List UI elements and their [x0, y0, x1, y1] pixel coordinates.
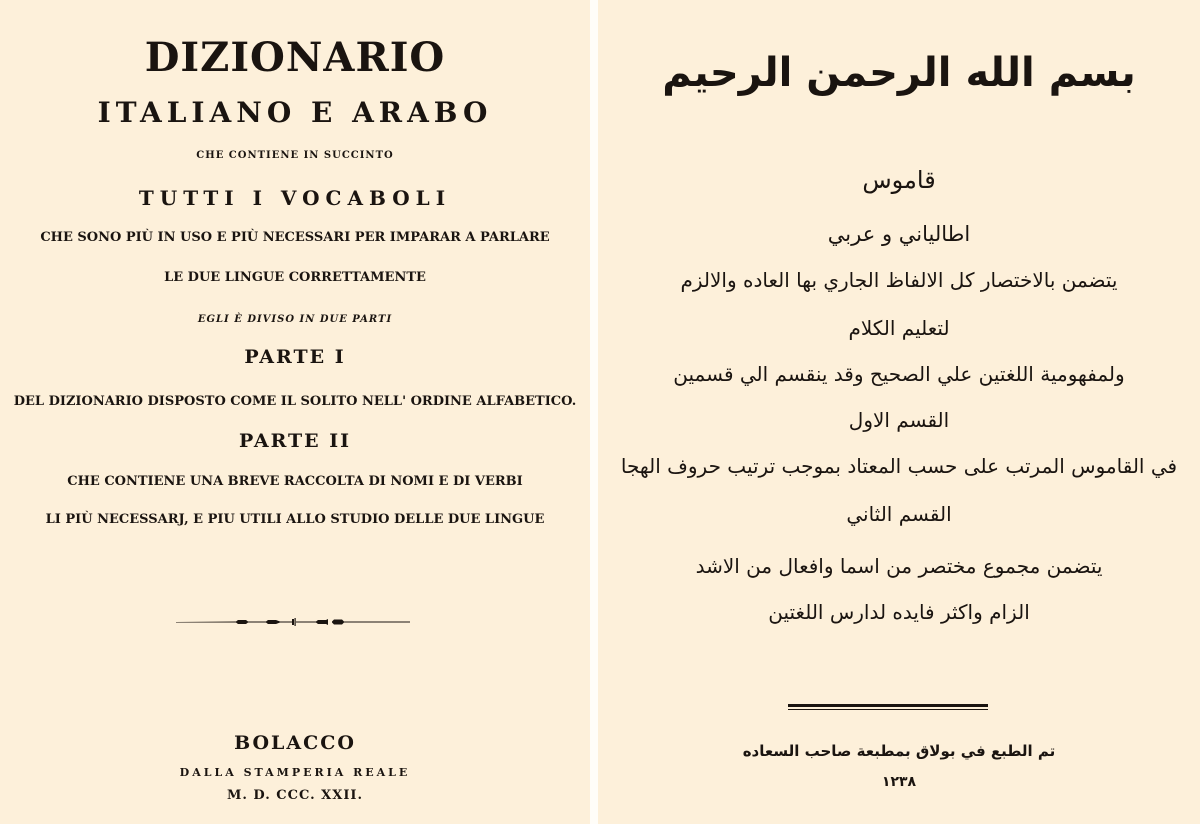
arabic-description-line-2: لتعليم الكلام: [848, 316, 950, 340]
imprint-place: BOLACCO: [234, 732, 356, 754]
arabic-part-2-description-line-1: يتضمن مجموع مختصر من اسما وافعال من الاشد: [695, 554, 1103, 578]
arabic-description-line-1: يتضمن بالاختصار كل الالفاظ الجاري بها العاده والالزم: [680, 268, 1118, 292]
arabic-imprint-year: ١٢٣٨: [881, 774, 917, 790]
arabic-title-qamus: قاموس: [862, 166, 936, 194]
part-2-heading: PARTE II: [238, 430, 352, 452]
imprint-year: M. D. CCC. XXII.: [226, 788, 364, 803]
arabic-imprint: تم الطبع في بولاق بمطبعة صاحب السعاده: [742, 742, 1056, 760]
subtitle-small: CHE CONTIENE IN SUCCINTO: [196, 150, 394, 161]
arabic-title-languages: اطالياني و عربي: [827, 222, 971, 246]
ornamental-rule-icon: [176, 617, 410, 627]
part-2-description-line-2: LI PIÙ NECESSARJ, E PIU UTILI ALLO STUDIO DELLE DUE LINGUE: [45, 512, 545, 527]
division-note: EGLI È DIVISO IN DUE PARTI: [197, 314, 393, 325]
description-line-1: CHE SONO PIÙ IN USO E PIÙ NECESSARI PER IMPARAR A PARLARE: [40, 230, 550, 245]
part-1-description: DEL DIZIONARIO DISPOSTO COME IL SOLITO NELL' ORDINE ALFABETICO.: [13, 394, 577, 409]
arabic-part-1-description: في القاموس المرتب على حسب المعتاد بموجب ترتيب حروف الهجا: [620, 454, 1178, 478]
basmala-calligraphy: بسم الله الرحمن الرحيم: [662, 50, 1136, 96]
part-2-description-line-1: CHE CONTIENE UNA BREVE RACCOLTA DI NOMI E DI VERBI: [67, 474, 523, 489]
arabic-part-1-heading: القسم الاول: [848, 408, 950, 432]
part-1-heading: PARTE I: [244, 346, 346, 368]
arabic-part-2-heading: القسم الثاني: [846, 502, 952, 526]
italian-title-page: [0, 0, 590, 824]
title-italiano-e-arabo: ITALIANO E ARABO: [97, 96, 493, 129]
double-rule-divider: [788, 704, 988, 710]
arabic-title-page: [598, 0, 1200, 824]
description-line-2: LE DUE LINGUE CORRETTAMENTE: [164, 270, 426, 285]
arabic-part-2-description-line-2: الزام واكثر فايده لدارس اللغتين: [768, 600, 1030, 624]
imprint-press: DALLA STAMPERIA REALE: [179, 766, 411, 779]
title-tutti-i-vocaboli: TUTTI I VOCABOLI: [138, 186, 452, 210]
arabic-description-line-3: ولمفهومية اللغتين علي الصحيح وقد ينقسم الي قسمين: [673, 362, 1125, 386]
title-dizionario: DIZIONARIO: [144, 34, 446, 81]
